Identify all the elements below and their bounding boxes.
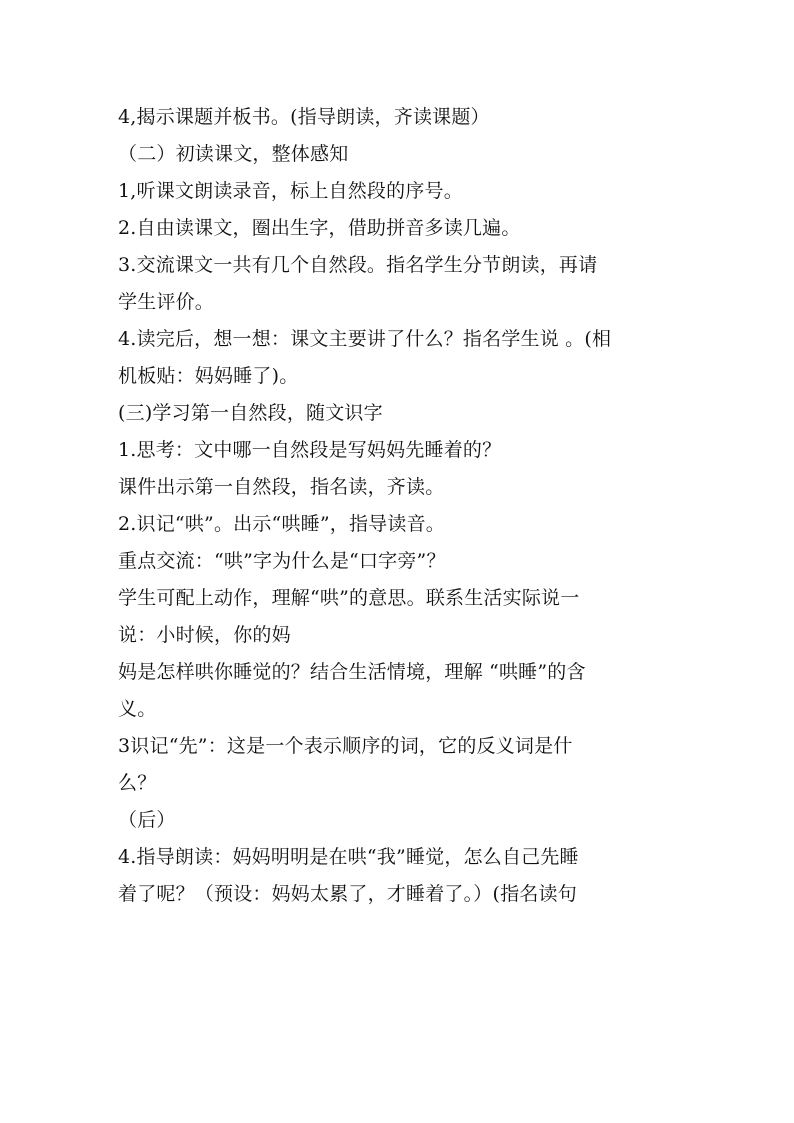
text-line: 1.思考：文中哪一自然段是写妈妈先睡着的？ (118, 439, 502, 461)
text-line: 1,听课文朗读录音，标上自然段的序号。 (118, 180, 463, 202)
text-line: 学生可配上动作，理解“哄”的意思。联系生活实际说一 (118, 587, 580, 609)
text-line: 2.自由读课文，圈出生字，借助拼音多读几遍。 (118, 217, 521, 239)
text-line: 着了呢？（预设：妈妈太累了，才睡着了。）(指名读句 (118, 883, 577, 905)
document-body (118, 99, 678, 913)
text-line: 4.读完后，想一想：课文主要讲了什么？指名学生说 。(相 (118, 328, 612, 350)
text-line: 么？ (118, 772, 157, 794)
text-line: 妈是怎样哄你睡觉的？结合生活情境，理解 “哄睡”的含 (118, 661, 586, 683)
text-line: 4.指导朗读：妈妈明明是在哄“我”睡觉，怎么自己先睡 (118, 846, 579, 868)
section-heading: (三)学习第一自然段，随文识字 (118, 402, 383, 424)
section-heading: （二）初读课文，整体感知 (118, 143, 349, 165)
text-line: 2.识记“哄”。出示“哄睡”，指导读音。 (118, 513, 445, 535)
text-line: 重点交流：“哄”字为什么是“口字旁”？ (118, 550, 446, 572)
text-line: 说：小时候，你的妈 (118, 624, 291, 646)
text-line: 学生评价。 (118, 291, 215, 313)
text-line: 课件出示第一自然段，指名读，齐读。 (118, 476, 445, 498)
text-line: 义。 (118, 698, 157, 720)
text-line: 机板贴：妈妈睡了)。 (118, 365, 299, 387)
text-line: 3.交流课文一共有几个自然段。指名学生分节朗读，再请 (118, 254, 598, 276)
text-line: 4,揭示课题并板书。(指导朗读，齐读课题） (118, 106, 490, 128)
text-line: 3识记“先”：这是一个表示顺序的词，它的反义词是什 (118, 735, 573, 757)
text-line: （后） (118, 809, 176, 831)
